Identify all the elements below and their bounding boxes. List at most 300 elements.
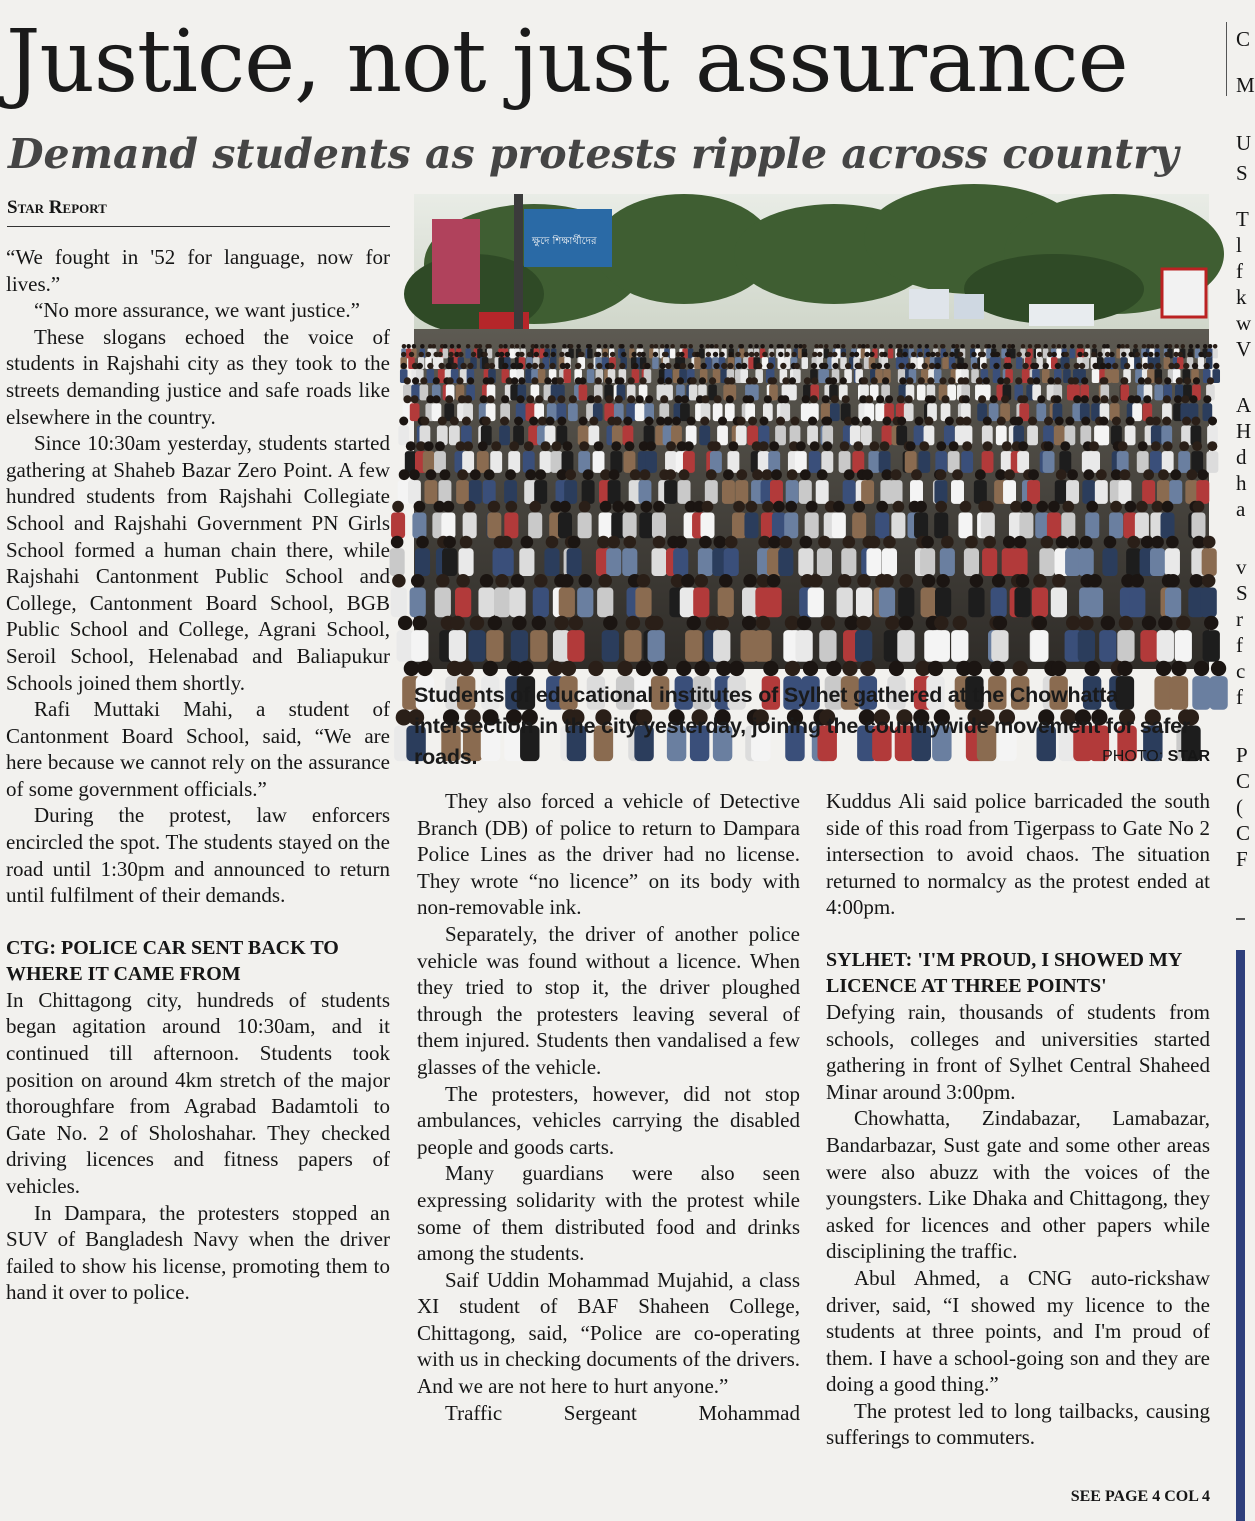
crowd-person-head bbox=[1041, 536, 1054, 549]
crowd-person-head bbox=[548, 395, 556, 403]
crowd-person-head bbox=[417, 661, 432, 676]
crowd-person bbox=[725, 403, 735, 421]
crowd-person-head bbox=[538, 363, 544, 369]
crowd-person-head bbox=[854, 352, 859, 357]
crowd-person-head bbox=[404, 661, 419, 676]
crowd-person-head bbox=[949, 441, 959, 451]
crowd-person bbox=[879, 451, 891, 473]
crowd-person-head bbox=[796, 441, 806, 451]
crowd-person-head bbox=[1081, 417, 1090, 426]
crowd-person-head bbox=[560, 574, 574, 588]
crowd-person-head bbox=[1151, 536, 1164, 549]
crowd-person-head bbox=[921, 536, 934, 549]
crowd-person-head bbox=[814, 344, 819, 349]
crowd-person-head bbox=[501, 395, 509, 403]
crowd-person-head bbox=[557, 377, 564, 384]
crowd-person-head bbox=[804, 377, 811, 384]
crowd-person-head bbox=[451, 363, 457, 369]
crowd-person-head bbox=[409, 469, 420, 480]
adjacent-text-fragment: f bbox=[1236, 685, 1243, 709]
crowd-person-head bbox=[1056, 469, 1067, 480]
photo-credit bbox=[1040, 746, 1210, 768]
crowd-person-head bbox=[646, 441, 656, 451]
adjacent-divider bbox=[1236, 918, 1245, 920]
crowd-person-head bbox=[971, 344, 976, 349]
crowd-person-head bbox=[596, 363, 602, 369]
crowd-person bbox=[788, 385, 797, 401]
crowd-person-head bbox=[459, 661, 474, 676]
crowd-person-head bbox=[548, 661, 563, 676]
crowd-person-head bbox=[398, 616, 412, 630]
crowd-person-head bbox=[1066, 616, 1080, 630]
crowd-person-head bbox=[902, 352, 907, 357]
crowd-person-head bbox=[613, 417, 622, 426]
crowd-person-head bbox=[972, 363, 978, 369]
crowd-person-head bbox=[1191, 417, 1200, 426]
crowd-person bbox=[958, 513, 972, 539]
crowd-person-head bbox=[665, 377, 672, 384]
crowd-person-head bbox=[500, 417, 509, 426]
crowd-person-head bbox=[510, 344, 515, 349]
crowd-person-head bbox=[579, 501, 591, 513]
crowd-person bbox=[624, 630, 641, 662]
adjacent-text-fragment: ( bbox=[1236, 795, 1243, 819]
crowd-person-head bbox=[464, 395, 472, 403]
crowd-person-head bbox=[995, 352, 1000, 357]
crowd-person-head bbox=[936, 574, 950, 588]
crowd-person-head bbox=[818, 536, 831, 549]
crowd-person-head bbox=[417, 363, 423, 369]
crowd-person-head bbox=[1010, 501, 1022, 513]
crowd-person-head bbox=[399, 417, 408, 426]
crowd-person-head bbox=[726, 395, 734, 403]
crowd-person bbox=[1150, 548, 1165, 576]
crowd-person-head bbox=[997, 417, 1006, 426]
crowd-person-head bbox=[1033, 616, 1047, 630]
crowd-person-head bbox=[1074, 363, 1080, 369]
crowd-person-head bbox=[672, 417, 681, 426]
paragraph: Saif Uddin Mohammad Mujahid, a class XI student of BAF Shaheen College, Chittagong, said, “Police are co-operating with us in checking documents of the drivers. And we are not here to hurt anyone.” bbox=[417, 1267, 800, 1399]
crowd-person-head bbox=[1133, 395, 1141, 403]
crowd-person-head bbox=[680, 363, 686, 369]
crowd-person-head bbox=[1208, 417, 1217, 426]
crowd-person-head bbox=[1044, 441, 1054, 451]
crowd-person-head bbox=[699, 344, 704, 349]
crowd-person-head bbox=[541, 441, 551, 451]
crowd-person-head bbox=[790, 417, 799, 426]
crowd-person bbox=[991, 630, 1008, 662]
adjacent-text-fragment: U bbox=[1236, 131, 1252, 155]
crowd-person bbox=[486, 630, 503, 662]
crowd-person-head bbox=[915, 501, 927, 513]
continuation-jump: SEE PAGE 4 COL 4 bbox=[1070, 1488, 1210, 1505]
crowd-person-head bbox=[608, 363, 614, 369]
crowd-person-head bbox=[597, 344, 602, 349]
crowd-person-head bbox=[505, 469, 516, 480]
crowd-person-head bbox=[538, 417, 547, 426]
crowd-person bbox=[1019, 513, 1033, 539]
crowd-person-head bbox=[687, 616, 701, 630]
crowd-person-head bbox=[906, 377, 913, 384]
crowd-person bbox=[1118, 480, 1131, 504]
crowd-person-head bbox=[809, 574, 823, 588]
crowd-person-head bbox=[1183, 363, 1189, 369]
crowd-person bbox=[852, 513, 866, 539]
adjacent-text-fragment: F bbox=[1236, 847, 1248, 871]
crowd-person-head bbox=[1037, 395, 1045, 403]
crowd-person bbox=[1010, 349, 1015, 359]
crowd-person-head bbox=[975, 469, 986, 480]
crowd-person bbox=[424, 480, 437, 504]
crowd-person bbox=[533, 588, 549, 618]
crowd-person bbox=[795, 630, 812, 662]
crowd-person bbox=[608, 480, 621, 504]
crowd-person-head bbox=[620, 344, 625, 349]
crowd-person-head bbox=[487, 395, 495, 403]
adjacent-text-fragment: M bbox=[1236, 73, 1255, 97]
crowd-person-head bbox=[653, 352, 658, 357]
crowd-person-head bbox=[420, 377, 427, 384]
crowd-person-head bbox=[579, 377, 586, 384]
crowd-person-head bbox=[953, 616, 967, 630]
crowd-person bbox=[458, 548, 473, 576]
crowd-person-head bbox=[1043, 344, 1048, 349]
crowd-photo bbox=[414, 194, 1209, 669]
crowd-person-head bbox=[735, 352, 740, 357]
crowd-person-head bbox=[414, 501, 426, 513]
crowd-person-head bbox=[819, 344, 824, 349]
crowd-person-head bbox=[1072, 377, 1079, 384]
crowd-person bbox=[897, 630, 914, 662]
crowd-person bbox=[651, 548, 666, 576]
crowd-person-head bbox=[860, 661, 875, 676]
crowd-person-head bbox=[1101, 616, 1115, 630]
paragraph: Traffic Sergeant Mohammad bbox=[445, 1400, 800, 1425]
crowd-person-head bbox=[728, 441, 738, 451]
crowd-person bbox=[1027, 480, 1040, 504]
crowd-person-head bbox=[645, 395, 653, 403]
crowd-person-head bbox=[884, 363, 890, 369]
crowd-person-head bbox=[1104, 536, 1117, 549]
crowd-person bbox=[638, 480, 651, 504]
crowd-person bbox=[1203, 630, 1220, 662]
crowd-person-head bbox=[1213, 363, 1219, 369]
crowd-person bbox=[974, 480, 987, 504]
crowd-person-head bbox=[603, 616, 617, 630]
crowd-person-head bbox=[1067, 469, 1078, 480]
crowd-person-head bbox=[627, 395, 635, 403]
crowd-person-head bbox=[841, 352, 846, 357]
crowd-person-head bbox=[1020, 395, 1028, 403]
crowd-person-head bbox=[1015, 377, 1022, 384]
crowd-person-head bbox=[482, 352, 487, 357]
adjacent-text-fragment: w bbox=[1236, 311, 1252, 335]
crowd-person bbox=[981, 513, 995, 539]
crowd-person-head bbox=[1181, 395, 1189, 403]
crowd-person-head bbox=[876, 363, 882, 369]
crowd-person-head bbox=[402, 344, 407, 349]
crowd-person bbox=[942, 357, 948, 369]
crowd-person-head bbox=[427, 363, 433, 369]
crowd-person-head bbox=[1021, 344, 1026, 349]
crowd-person-head bbox=[511, 377, 518, 384]
crowd-person-head bbox=[1181, 344, 1186, 349]
crowd-person-head bbox=[457, 469, 468, 480]
crowd-person-head bbox=[883, 536, 896, 549]
crowd-person-head bbox=[478, 344, 483, 349]
crowd-person bbox=[1055, 480, 1068, 504]
paragraph: The protest led to long tailbacks, causing sufferings to commuters. bbox=[826, 1398, 1210, 1450]
crowd-person bbox=[645, 451, 657, 473]
crowd-person bbox=[494, 588, 510, 618]
crowd-person-head bbox=[531, 377, 538, 384]
crowd-person bbox=[891, 513, 905, 539]
crowd-person bbox=[477, 451, 489, 473]
crowd-person bbox=[599, 513, 613, 539]
crowd-person-head bbox=[677, 377, 684, 384]
crowd-person-head bbox=[1021, 501, 1033, 513]
crowd-person-head bbox=[1052, 352, 1057, 357]
crowd-person-head bbox=[1099, 417, 1108, 426]
crowd-person bbox=[499, 426, 510, 446]
crowd-person-head bbox=[499, 352, 504, 357]
crowd-person bbox=[483, 480, 496, 504]
crowd-person-head bbox=[934, 616, 948, 630]
crowd-person-head bbox=[983, 377, 990, 384]
crowd-person bbox=[563, 369, 571, 383]
crowd-person-head bbox=[1084, 661, 1099, 676]
crowd-person-head bbox=[521, 536, 534, 549]
crowd-person-head bbox=[630, 469, 641, 480]
crowd-person bbox=[468, 630, 485, 662]
crowd-person bbox=[798, 548, 813, 576]
crowd-person bbox=[1056, 349, 1061, 359]
crowd-person-head bbox=[1026, 352, 1031, 357]
crowd-person-head bbox=[1044, 417, 1053, 426]
crowd-person bbox=[1142, 480, 1155, 504]
crowd-person-head bbox=[1192, 441, 1202, 451]
crowd-person-head bbox=[463, 441, 473, 451]
crowd-person-head bbox=[769, 441, 779, 451]
crowd-person-head bbox=[1187, 352, 1192, 357]
crowd-person-head bbox=[709, 377, 716, 384]
crowd-person-head bbox=[483, 661, 498, 676]
crowd-person-head bbox=[540, 344, 545, 349]
crowd-person-head bbox=[525, 469, 536, 480]
crowd-person-head bbox=[432, 344, 437, 349]
crowd-person-head bbox=[1079, 616, 1093, 630]
paragraph: “We fought in '52 for language, now for lives.” bbox=[6, 245, 390, 296]
crowd-person-head bbox=[526, 395, 534, 403]
crowd-person-head bbox=[1055, 417, 1064, 426]
adjacent-text-fragment: d bbox=[1236, 445, 1247, 469]
crowd-person-head bbox=[1197, 469, 1208, 480]
crowd-person-head bbox=[500, 536, 513, 549]
crowd-person-head bbox=[714, 536, 727, 549]
crowd-person-head bbox=[596, 352, 601, 357]
crowd-person bbox=[469, 480, 482, 504]
crowd-person-head bbox=[729, 344, 734, 349]
crowd-person-head bbox=[983, 536, 996, 549]
crowd-person-head bbox=[1083, 469, 1094, 480]
crowd-person-head bbox=[1043, 363, 1049, 369]
crowd-person-head bbox=[1186, 469, 1197, 480]
crowd-person-head bbox=[952, 469, 963, 480]
crowd-person bbox=[1206, 451, 1218, 473]
crowd-person-head bbox=[927, 377, 934, 384]
crowd-person-head bbox=[1176, 377, 1183, 384]
crowd-person-head bbox=[943, 352, 948, 357]
crowd-person bbox=[635, 588, 651, 618]
crowd-person-head bbox=[811, 377, 818, 384]
crowd-person bbox=[1126, 548, 1141, 576]
crowd-person-head bbox=[841, 344, 846, 349]
crowd-person-head bbox=[1006, 363, 1012, 369]
crowd-person-head bbox=[844, 469, 855, 480]
crowd-person bbox=[1117, 451, 1129, 473]
crowd-person-head bbox=[1174, 363, 1180, 369]
crowd-person-head bbox=[823, 417, 832, 426]
crowd-person-head bbox=[532, 363, 538, 369]
crowd-person-head bbox=[1142, 344, 1147, 349]
crowd-person-head bbox=[535, 469, 546, 480]
crowd-person-head bbox=[445, 363, 451, 369]
crowd-person-head bbox=[982, 501, 994, 513]
crowd-person-head bbox=[1105, 363, 1111, 369]
crowd-person-head bbox=[607, 536, 620, 549]
crowd-person-head bbox=[882, 377, 889, 384]
crowd-person-head bbox=[1003, 536, 1016, 549]
crowd-person-head bbox=[836, 344, 841, 349]
adjacent-text-fragment: S bbox=[1236, 581, 1248, 605]
crowd-person bbox=[559, 588, 575, 618]
crowd-person-head bbox=[842, 661, 857, 676]
crowd-person bbox=[830, 403, 840, 421]
adjacent-text-fragment: k bbox=[1236, 285, 1247, 309]
crowd-person-head bbox=[1086, 501, 1098, 513]
adjacent-text-fragment: f bbox=[1236, 633, 1243, 657]
crowd-person-head bbox=[794, 363, 800, 369]
crowd-person-head bbox=[924, 417, 933, 426]
crowd-person-head bbox=[1158, 616, 1172, 630]
crowd-person-head bbox=[876, 395, 884, 403]
crowd-person-head bbox=[640, 469, 651, 480]
crowd-person-head bbox=[936, 469, 947, 480]
crowd-person-head bbox=[1002, 344, 1007, 349]
crowd-person-head bbox=[822, 363, 828, 369]
crowd-person bbox=[784, 513, 798, 539]
crowd-person-head bbox=[1073, 395, 1081, 403]
crowd-person bbox=[964, 548, 979, 576]
crowd-person-head bbox=[688, 344, 693, 349]
crowd-person-head bbox=[888, 344, 893, 349]
crowd-person-head bbox=[922, 363, 928, 369]
crowd-person bbox=[1157, 630, 1174, 662]
crowd-person-head bbox=[443, 536, 456, 549]
crowd-person-head bbox=[467, 363, 473, 369]
crowd-person-head bbox=[664, 417, 673, 426]
crowd-person bbox=[1169, 480, 1182, 504]
crowd-person-head bbox=[786, 344, 791, 349]
crowd-person-head bbox=[1156, 661, 1171, 676]
crowd-person-head bbox=[771, 469, 782, 480]
crowd-person bbox=[917, 385, 926, 401]
crowd-person-head bbox=[1163, 441, 1173, 451]
crowd-person-head bbox=[519, 352, 524, 357]
crowd-person-head bbox=[899, 377, 906, 384]
crowd-person-head bbox=[993, 363, 999, 369]
crowd-person bbox=[951, 480, 964, 504]
adjacent-text-fragment: V bbox=[1236, 337, 1252, 361]
subheadline: Demand students as protests ripple across country bbox=[8, 130, 1179, 178]
crowd-person-head bbox=[748, 344, 753, 349]
crowd-person-head bbox=[683, 344, 688, 349]
crowd-person bbox=[890, 480, 903, 504]
crowd-person-head bbox=[762, 469, 773, 480]
crowd-person-head bbox=[794, 344, 799, 349]
crowd-person bbox=[408, 480, 421, 504]
crowd-person-head bbox=[803, 661, 818, 676]
crowd-person-head bbox=[609, 344, 614, 349]
crowd-person-head bbox=[1062, 344, 1067, 349]
crowd-person-head bbox=[1051, 661, 1066, 676]
crowd-person-head bbox=[1077, 352, 1082, 357]
crowd-person bbox=[1140, 630, 1157, 662]
crowd-person bbox=[1191, 513, 1205, 539]
crowd-person-head bbox=[880, 574, 894, 588]
crowd-person-head bbox=[583, 469, 594, 480]
crowd-person-head bbox=[484, 469, 495, 480]
crowd-person-head bbox=[640, 352, 645, 357]
crowd-person bbox=[698, 548, 713, 576]
crowd-person-head bbox=[751, 377, 758, 384]
crowd-person-head bbox=[623, 536, 636, 549]
paragraph: Kuddus Ali said police barricaded the south side of this road from Tigerpass to Gate No 2 intersection to avoid chaos. The situation returned to normalcy as the protest ended at 4:00pm. bbox=[826, 789, 1210, 920]
crowd-person bbox=[934, 513, 948, 539]
crowd-person-head bbox=[1064, 363, 1070, 369]
crowd-person-head bbox=[706, 469, 717, 480]
crowd-person-head bbox=[565, 469, 576, 480]
crowd-person-head bbox=[990, 395, 998, 403]
crowd-person bbox=[1032, 588, 1048, 618]
crowd-person-head bbox=[919, 441, 929, 451]
crowd-person-head bbox=[432, 395, 440, 403]
crowd-person-head bbox=[1003, 377, 1010, 384]
crowd-person-head bbox=[962, 441, 972, 451]
crowd-person-head bbox=[1081, 377, 1088, 384]
crowd-person-head bbox=[549, 363, 555, 369]
crowd-person bbox=[805, 513, 819, 539]
crowd-person-head bbox=[460, 536, 473, 549]
section-heading-sylhet: SYLHET: 'I'M PROUD, I SHOWED MY LICENCE AT THREE POINTS' bbox=[826, 948, 1182, 997]
crowd-person-head bbox=[545, 344, 550, 349]
crowd-person bbox=[765, 588, 781, 618]
crowd-person-head bbox=[594, 395, 602, 403]
crowd-person-head bbox=[447, 377, 454, 384]
crowd-person-head bbox=[412, 344, 417, 349]
crowd-person-head bbox=[1131, 574, 1145, 588]
crowd-person-head bbox=[838, 574, 852, 588]
crowd-person-head bbox=[1121, 352, 1126, 357]
crowd-person-head bbox=[1166, 574, 1180, 588]
crowd-person bbox=[694, 357, 700, 369]
crowd-person-head bbox=[1054, 377, 1061, 384]
crowd-person-head bbox=[1143, 395, 1151, 403]
crowd-person-head bbox=[1207, 377, 1214, 384]
crowd-person-head bbox=[529, 501, 541, 513]
crowd-person-head bbox=[617, 661, 632, 676]
crowd-person-head bbox=[1037, 352, 1042, 357]
